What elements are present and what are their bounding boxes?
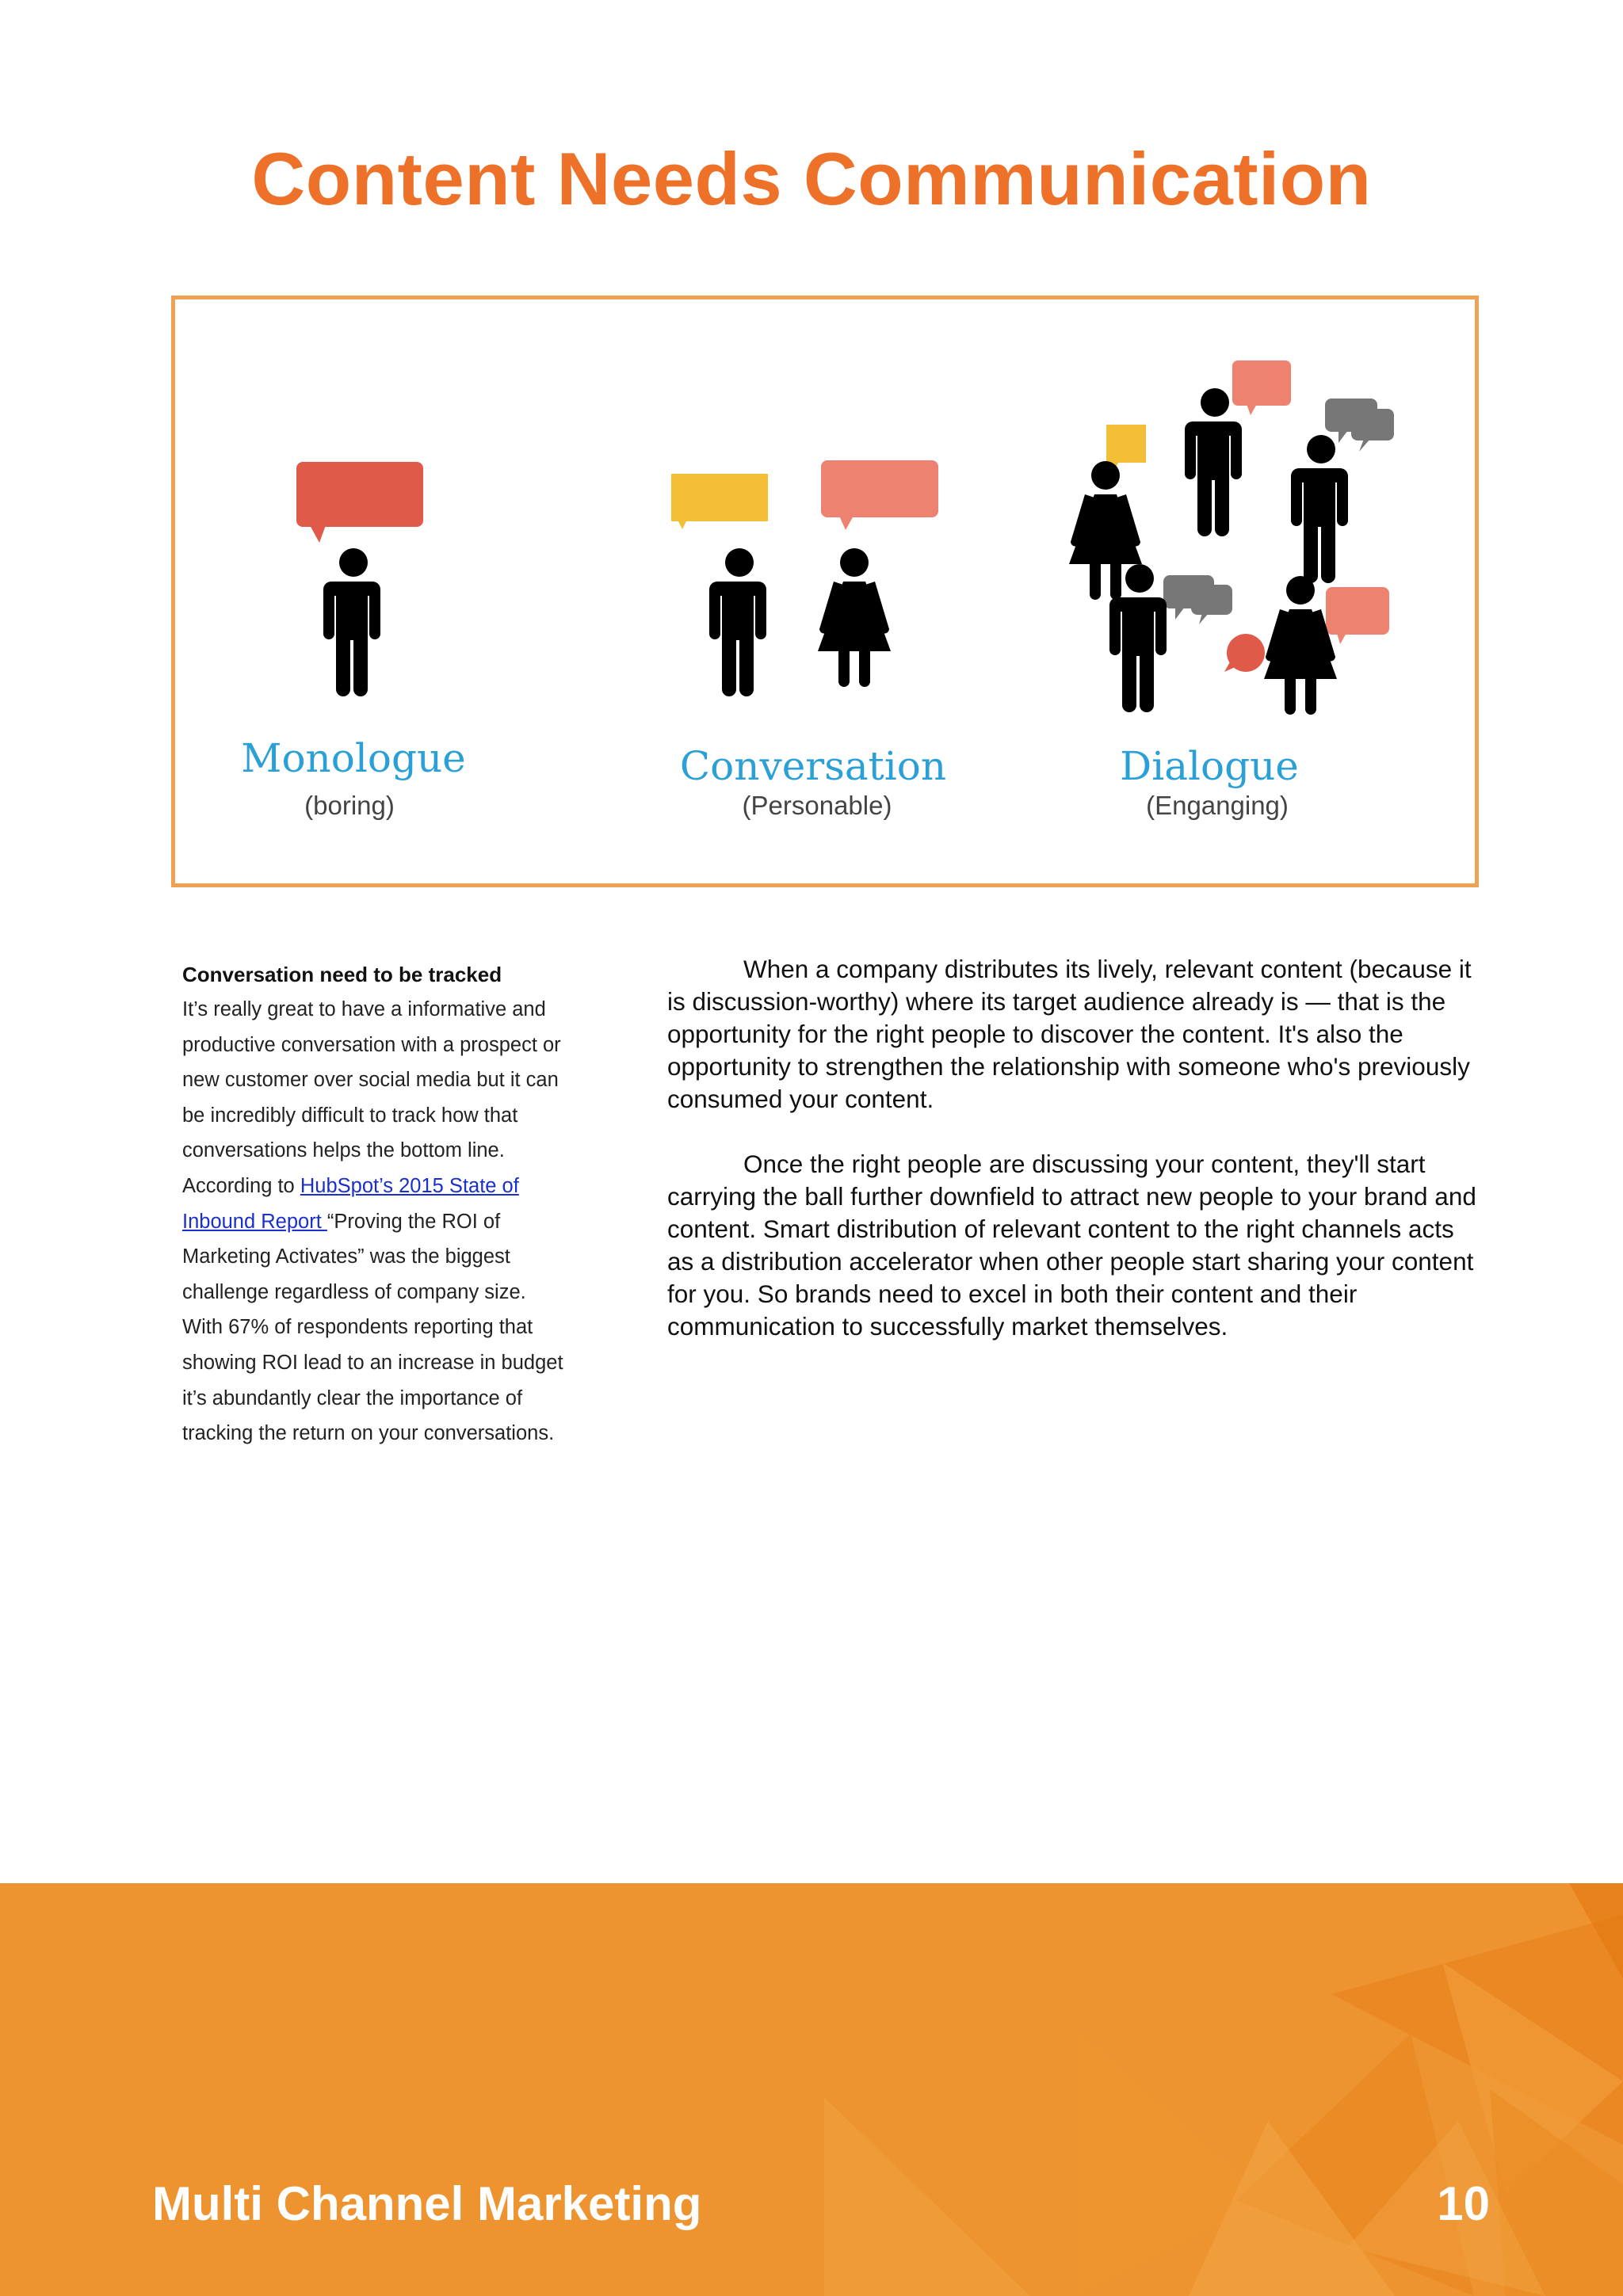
conversation-man-icon: [709, 548, 766, 696]
page-title: Content Needs Communication: [251, 137, 1372, 220]
main-text: [667, 953, 1484, 1375]
footer-triangle-pattern: [0, 1883, 1623, 2296]
page-number: 10: [1437, 2177, 1490, 2230]
conversation-woman-icon: [818, 548, 891, 687]
footer-band: [0, 1883, 1623, 2296]
communication-figure: [171, 296, 1479, 887]
conversation-salmon-bubble-icon: [821, 460, 938, 530]
dialogue-sublabel: (Enganging): [1146, 791, 1289, 820]
sidebar-text-before-link: It’s really great to have a informative and productive conversation with a prospect or new customer over social media but it can be incredibly difficult to track how that conversations helps the bottom line. According to: [182, 998, 561, 1197]
dialogue-label: Dialogue: [1120, 743, 1299, 789]
footer-title: Multi Channel Marketing: [152, 2177, 702, 2230]
conversation-sublabel: (Personable): [742, 791, 892, 820]
conversation-yellow-bubble-icon: [671, 474, 768, 529]
monologue-bubble-icon: [296, 462, 423, 543]
hubspot-report-link[interactable]: HubSpot’s 2015 State of Inbound Report: [182, 1174, 519, 1233]
main-paragraph-2: Once the right people are discussing your content, they'll start carrying the ball further downfield to attract new people to your brand and content. Smart distribution of relevant content to the right channels acts as a distribution accelerator when other people start sharing your content for you. So brands need to excel in both their content and their communication to successfully market themselves.: [667, 1150, 1476, 1341]
monologue-sublabel: (boring): [304, 791, 395, 820]
monologue-person-icon: [323, 548, 380, 696]
main-paragraph-1: When a company distributes its lively, relevant content (because it is discussion-worthy) where its target audience already is — that is the opportunity for the right people to discover the content. It's also the opportunity to strengthen the relationship with someone who's previously consumed your content.: [667, 955, 1472, 1113]
sidebar-note: [182, 957, 571, 1451]
sidebar-heading: Conversation need to be tracked: [182, 963, 502, 986]
sidebar-text-after-link: “Proving the ROI of Marketing Activates” was the biggest challenge regardless of company size. With 67% of respondents reporting that showing ROI lead to an increase in budget it’s abundantly clear the importance of tracking the return on your conversations.: [182, 1210, 563, 1445]
monologue-label: Monologue: [241, 735, 466, 781]
conversation-label: Conversation: [679, 743, 947, 789]
sidebar-body: [182, 992, 571, 1451]
